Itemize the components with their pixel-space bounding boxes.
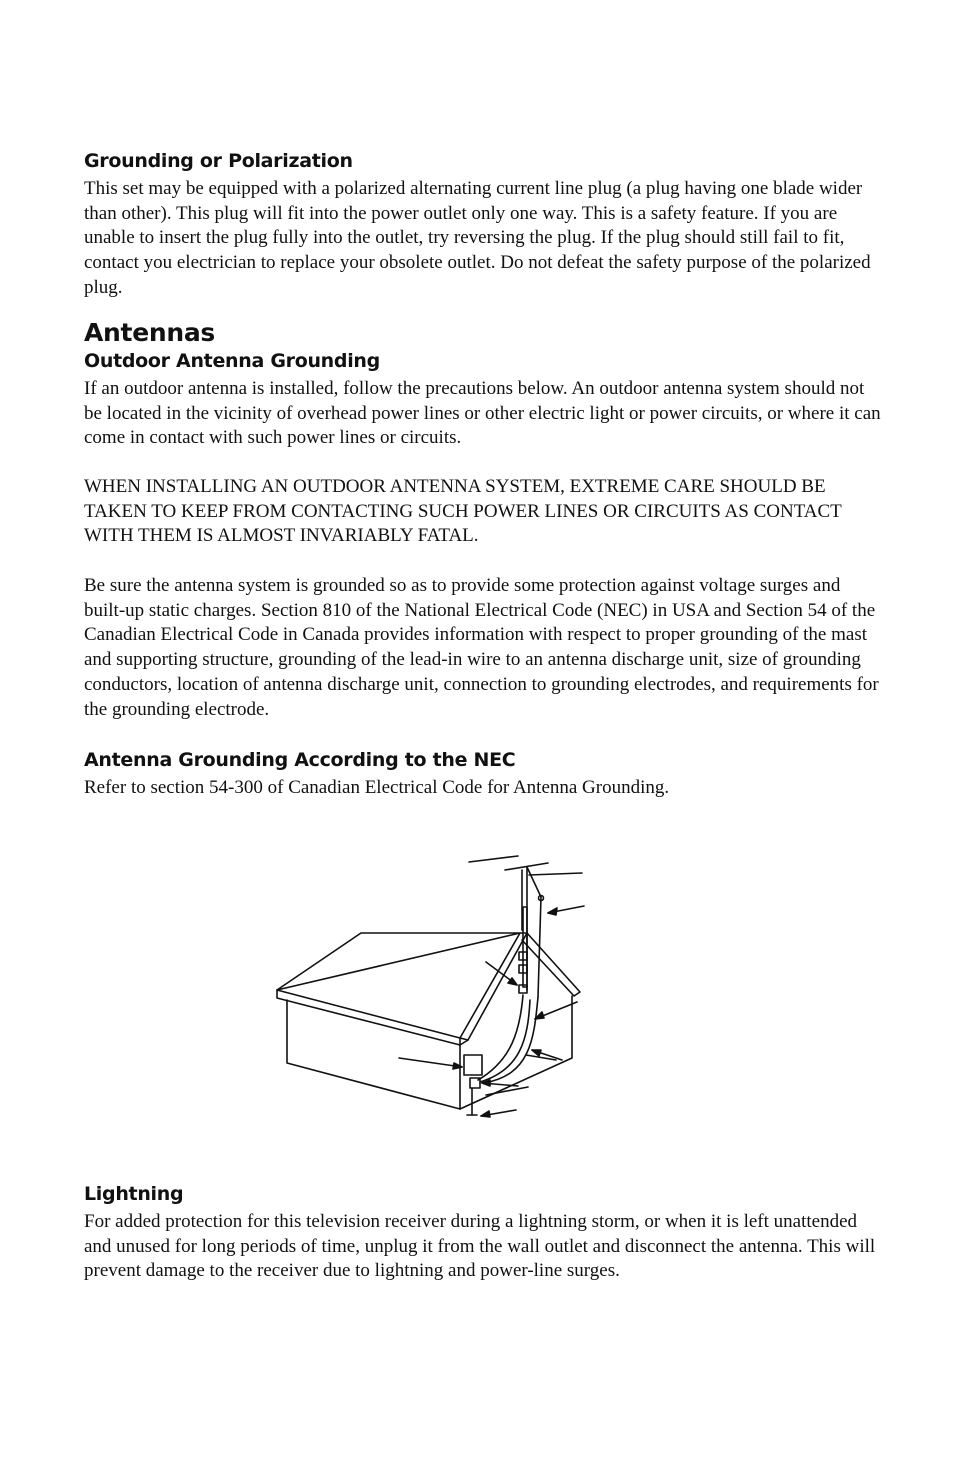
nec-text: Refer to section 54-300 of Canadian Electrical Code for Antenna Grounding.	[84, 777, 670, 798]
outdoor-antenna-text-3: Be sure the antenna system is grounded so as to provide some protection against voltage surges and built-up static charges. Section 810 of the National Electrical Code (NEC) in USA and Section 54 of the Canadian Electrical Code in Canada provides information with respect to proper grounding of the mast and supporting structure, grounding of the lead-in wire to an antenna discharge unit, size of grounding conductors, location of antenna discharge unit, connection to grounding electrodes, and requirements for the grounding electrode.	[84, 575, 879, 720]
outdoor-antenna-text-1: If an outdoor antenna is installed, follow the precautions below. An outdoor antenna system should not be located in the vicinity of overhead power lines or other electric light or power circuits, or where it can come in contact with such power lines or circuits.	[84, 378, 881, 449]
nec-heading: Antenna Grounding According to the NEC	[84, 749, 516, 771]
grounding-heading: Grounding or Polarization	[84, 150, 353, 172]
callout-arrows	[399, 906, 584, 1117]
antennas-heading: Antennas	[84, 318, 215, 347]
outdoor-antenna-warning: WHEN INSTALLING AN OUTDOOR ANTENNA SYSTEM, EXTREME CARE SHOULD BE TAKEN TO KEEP FROM CONTACTING SUCH POWER LINES OR CIRCUITS AS CONTACT WITH THEM IS ALMOST INVARIABLY FATAL.	[84, 476, 842, 547]
lightning-text: For added protection for this television receiver during a lightning storm, or when it is left unattended and unused for long periods of time, unplug it from the wall outlet and disconnect the antenna. This will prevent damage to the receiver due to lightning and power-line surges.	[84, 1211, 876, 1282]
lightning-heading: Lightning	[84, 1183, 184, 1205]
outdoor-antenna-heading: Outdoor Antenna Grounding	[84, 350, 380, 372]
grounding-text: This set may be equipped with a polarized alternating current line plug (a plug having one blade wider than other). This plug will fit into the power outlet only one way. This is a safety feature. If you are unable to insert the plug fully into the outlet, try reversing the plug. If the plug should still fail to fit, contact you electrician to replace your obsolete outlet. Do not defeat the safety purpose of the polarized plug.	[84, 178, 871, 298]
